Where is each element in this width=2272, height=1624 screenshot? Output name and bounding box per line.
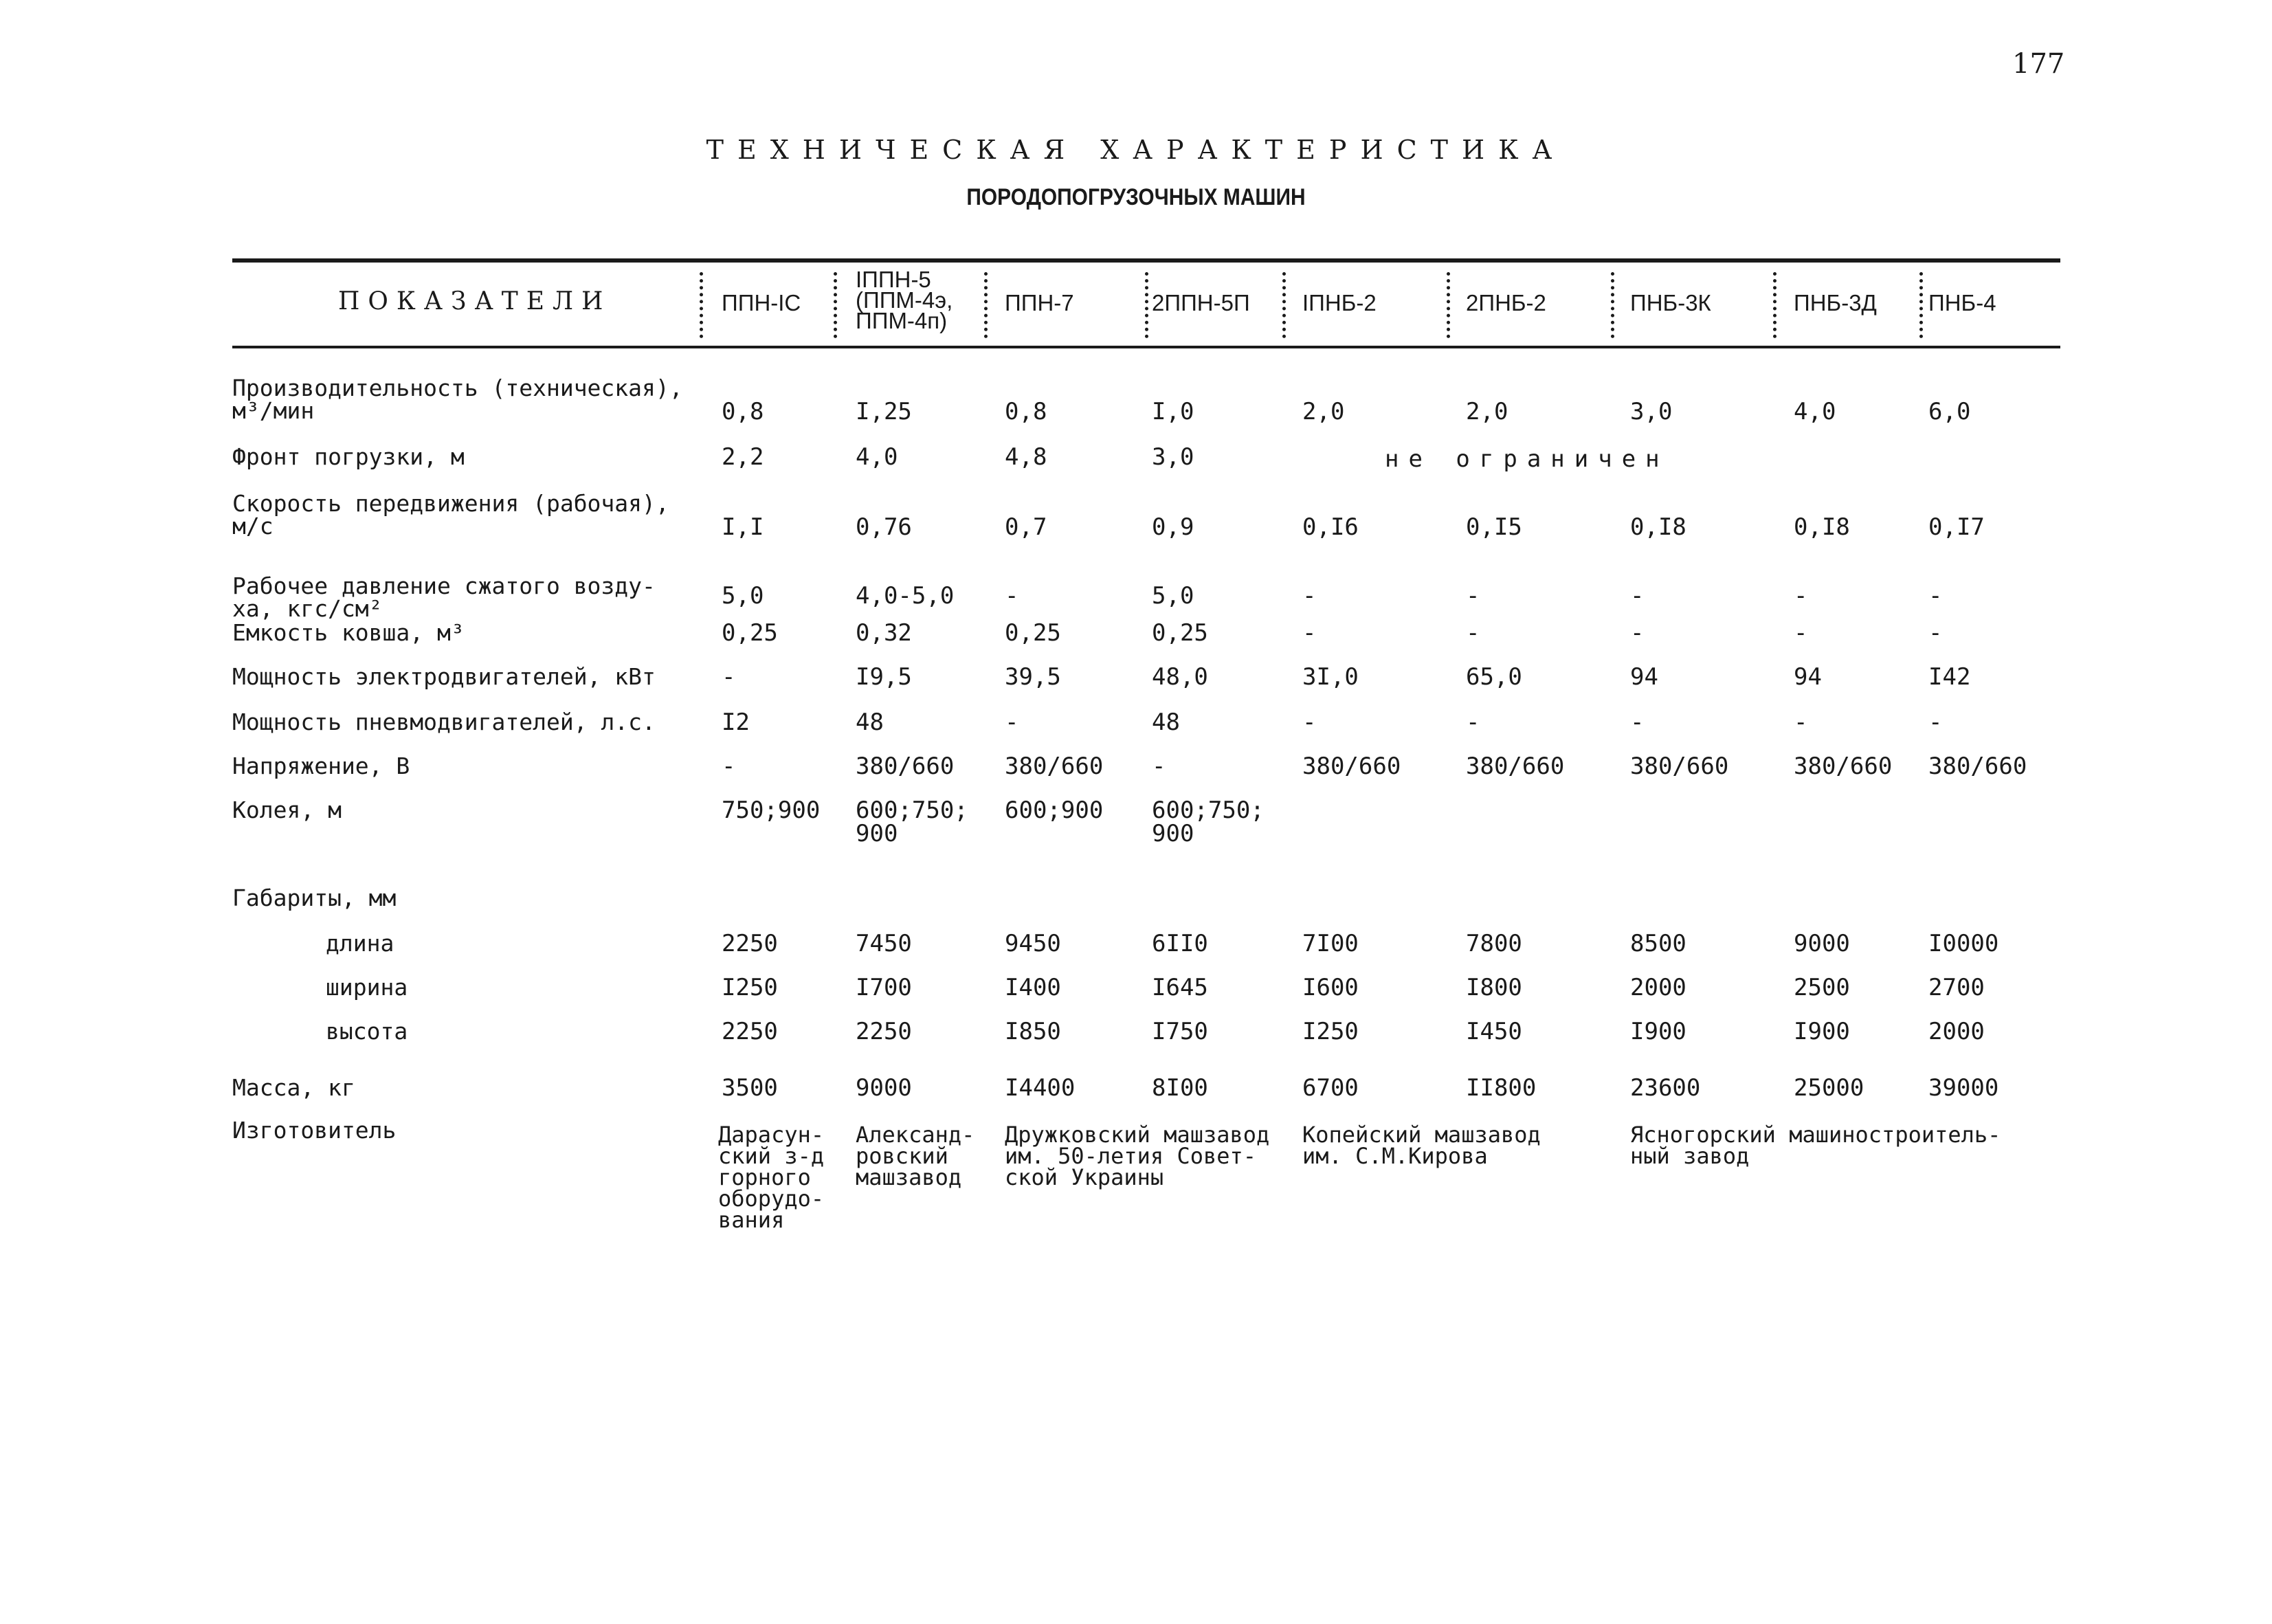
table-cell: I250 xyxy=(1302,1018,1359,1045)
table-cell: - xyxy=(722,753,736,780)
column-separator xyxy=(1145,272,1148,338)
table-cell: 2500 xyxy=(1794,974,1850,1001)
table-cell: 2700 xyxy=(1928,974,1985,1001)
table-cell: 0,25 xyxy=(1152,619,1208,647)
column-separator xyxy=(700,272,703,338)
row-label: Колея, м xyxy=(232,797,342,823)
column-header: 2ППН-5П xyxy=(1152,290,1250,315)
table-cell: 2250 xyxy=(722,930,778,957)
table-cell: - xyxy=(1152,753,1166,780)
table-cell: - xyxy=(1466,619,1480,647)
table-cell: 7I00 xyxy=(1302,930,1359,957)
row-label: Мощность пневмодвигателей, л.с. xyxy=(232,709,656,735)
table-cell: I800 xyxy=(1466,974,1522,1001)
table-cell: 380/660 xyxy=(1794,753,1893,780)
table-cell: 0,25 xyxy=(1005,619,1061,647)
table-cell: - xyxy=(1928,619,1943,647)
table-cell: 65,0 xyxy=(1466,663,1522,691)
table-cell: I2 xyxy=(722,709,750,736)
table-cell: - xyxy=(1630,709,1645,736)
table-cell: 7450 xyxy=(856,930,912,957)
table-cell: 5,0 xyxy=(722,582,764,610)
column-separator xyxy=(834,272,837,338)
table-cell: 380/660 xyxy=(1466,753,1565,780)
table-cell: 2,0 xyxy=(1466,398,1508,425)
column-header: ПНБ-3Д xyxy=(1794,290,1877,315)
table-cell: 0,76 xyxy=(856,513,912,541)
table-cell: 2,2 xyxy=(722,443,764,471)
table-cell: 2000 xyxy=(1928,1018,1985,1045)
row-label: Изготовитель xyxy=(232,1117,397,1144)
table-cell: 750;900 xyxy=(722,797,821,824)
table-cell: 3,0 xyxy=(1152,443,1194,471)
table-cell: 48 xyxy=(1152,709,1180,736)
table-cell: I,25 xyxy=(856,398,912,425)
table-cell: 0,I8 xyxy=(1794,513,1850,541)
column-separator xyxy=(1773,272,1777,338)
table-cell: 380/660 xyxy=(856,753,955,780)
row-label: Скорость передвижения (рабочая), м/с xyxy=(232,490,669,540)
table-cell: - xyxy=(1005,582,1019,610)
table-cell: - xyxy=(722,663,736,691)
row-label: ширина xyxy=(326,974,408,1001)
table-cell: - xyxy=(1005,709,1019,736)
table-cell: 0,I6 xyxy=(1302,513,1359,541)
table-cell: 23600 xyxy=(1630,1074,1701,1102)
document-subtitle: ПОРОДОПОГРУЗОЧНЫХ МАШИН xyxy=(966,184,1306,210)
table-cell: 0,8 xyxy=(722,398,764,425)
column-header: ПНБ-4 xyxy=(1928,290,1996,315)
row-label: Напряжение, В xyxy=(232,753,410,779)
table-cell: 0,25 xyxy=(722,619,778,647)
table-cell: 94 xyxy=(1630,663,1658,691)
table-cell: 8I00 xyxy=(1152,1074,1208,1102)
table-cell: I900 xyxy=(1630,1018,1686,1045)
table-cell: 7800 xyxy=(1466,930,1522,957)
table-cell: 3500 xyxy=(722,1074,778,1102)
table-cell: 600;900 xyxy=(1005,797,1104,824)
table-cell: I400 xyxy=(1005,974,1061,1001)
row-label: Мощность электродвигателей, кВт xyxy=(232,663,656,690)
table-cell: I,0 xyxy=(1152,398,1194,425)
table-cell: I4400 xyxy=(1005,1074,1076,1102)
column-separator xyxy=(984,272,988,338)
table-cell: 6700 xyxy=(1302,1074,1359,1102)
table-cell: 4,0 xyxy=(1794,398,1836,425)
table-cell: 0,I8 xyxy=(1630,513,1686,541)
span-note: не ограничен xyxy=(1385,445,1669,473)
table-cell: 6,0 xyxy=(1928,398,1971,425)
row-label: Масса, кг xyxy=(232,1074,355,1101)
table-cell: 2250 xyxy=(722,1018,778,1045)
row-label: высота xyxy=(326,1018,408,1045)
row-label: Рабочее давление сжатого возду- ха, кгс/см² xyxy=(232,572,656,622)
table-cell: I450 xyxy=(1466,1018,1522,1045)
row-label: Фронт погрузки, м xyxy=(232,443,465,470)
table-cell: - xyxy=(1794,709,1808,736)
table-cell: - xyxy=(1928,582,1943,610)
column-header: IПНБ-2 xyxy=(1302,290,1377,315)
table-cell: - xyxy=(1630,619,1645,647)
row-label: Габариты, мм xyxy=(232,885,397,911)
column-separator xyxy=(1282,272,1286,338)
table-cell: I42 xyxy=(1928,663,1971,691)
table-cell: 2000 xyxy=(1630,974,1686,1001)
row-label: Емкость ковша, м³ xyxy=(232,619,465,646)
table-cell: 6II0 xyxy=(1152,930,1208,957)
table-top-rule xyxy=(232,258,2060,263)
table-cell: I0000 xyxy=(1928,930,1999,957)
document-title: ТЕХНИЧЕСКАЯ ХАРАКТЕРИСТИКА xyxy=(706,135,1566,165)
table-cell: 8500 xyxy=(1630,930,1686,957)
table-cell: 4,0 xyxy=(856,443,898,471)
table-cell: 600;750; 900 xyxy=(1152,797,1265,847)
column-header: ПНБ-3К xyxy=(1630,290,1711,315)
table-cell: 4,0-5,0 xyxy=(856,582,955,610)
table-cell: 3I,0 xyxy=(1302,663,1359,691)
table-cell: 2250 xyxy=(856,1018,912,1045)
column-separator xyxy=(1919,272,1923,338)
table-cell: 39000 xyxy=(1928,1074,1999,1102)
table-cell: 48 xyxy=(856,709,884,736)
table-cell: - xyxy=(1466,582,1480,610)
column-header: ППН-IС xyxy=(722,290,801,315)
table-cell: I850 xyxy=(1005,1018,1061,1045)
table-cell: I9,5 xyxy=(856,663,912,691)
table-cell: - xyxy=(1794,582,1808,610)
table-cell: 380/660 xyxy=(1302,753,1401,780)
table-cell: I900 xyxy=(1794,1018,1850,1045)
table-cell: I700 xyxy=(856,974,912,1001)
table-cell: 2,0 xyxy=(1302,398,1345,425)
table-cell: 0,I7 xyxy=(1928,513,1985,541)
table-cell: 0,8 xyxy=(1005,398,1047,425)
table-cell: 600;750; 900 xyxy=(856,797,968,847)
table-cell: 5,0 xyxy=(1152,582,1194,610)
table-header-rule xyxy=(232,346,2060,348)
table-cell: I600 xyxy=(1302,974,1359,1001)
manufacturer-cell: Копейский машзавод им. С.М.Кирова xyxy=(1302,1122,1541,1169)
table-cell: - xyxy=(1302,709,1317,736)
table-cell: - xyxy=(1928,709,1943,736)
table-cell: 0,32 xyxy=(856,619,912,647)
table-cell: 380/660 xyxy=(1630,753,1729,780)
table-cell: - xyxy=(1302,582,1317,610)
table-cell: - xyxy=(1794,619,1808,647)
row-label: длина xyxy=(326,930,394,957)
table-cell: 0,I5 xyxy=(1466,513,1522,541)
table-cell: - xyxy=(1302,619,1317,647)
table-cell: 39,5 xyxy=(1005,663,1061,691)
table-cell: II800 xyxy=(1466,1074,1537,1102)
row-label: Производительность (техническая), м³/мин xyxy=(232,375,683,424)
table-cell: 9450 xyxy=(1005,930,1061,957)
table-cell: I645 xyxy=(1152,974,1208,1001)
table-cell: 48,0 xyxy=(1152,663,1208,691)
table-cell: 380/660 xyxy=(1005,753,1104,780)
manufacturer-cell: Александ- ровский машзавод xyxy=(856,1122,975,1190)
table-cell: 0,9 xyxy=(1152,513,1194,541)
column-header: IППН-5 (ППМ-4э, ППМ-4п) xyxy=(856,267,953,333)
table-cell: 9000 xyxy=(856,1074,912,1102)
column-separator xyxy=(1447,272,1450,338)
header-label: ПОКАЗАТЕЛИ xyxy=(338,287,612,315)
table-cell: - xyxy=(1466,709,1480,736)
table-cell: I750 xyxy=(1152,1018,1208,1045)
column-header: ППН-7 xyxy=(1005,290,1074,315)
table-cell: I,I xyxy=(722,513,764,541)
manufacturer-cell: Дарасун- ский з-д горного оборудо- вания xyxy=(718,1122,825,1233)
table-cell: 9000 xyxy=(1794,930,1850,957)
table-cell: 4,8 xyxy=(1005,443,1047,471)
table-cell: 0,7 xyxy=(1005,513,1047,541)
manufacturer-cell: Ясногорский машиностроитель- ный завод xyxy=(1630,1122,2001,1169)
table-cell: 380/660 xyxy=(1928,753,2027,780)
column-separator xyxy=(1611,272,1614,338)
table-cell: 94 xyxy=(1794,663,1822,691)
table-cell: 3,0 xyxy=(1630,398,1673,425)
table-cell: - xyxy=(1630,582,1645,610)
table-cell: I250 xyxy=(722,974,778,1001)
manufacturer-cell: Дружковский машзавод им. 50-летия Совет- ской Украины xyxy=(1005,1122,1270,1190)
column-header: 2ПНБ-2 xyxy=(1466,290,1546,315)
page-number: 177 xyxy=(2012,48,2065,80)
table-cell: 25000 xyxy=(1794,1074,1864,1102)
